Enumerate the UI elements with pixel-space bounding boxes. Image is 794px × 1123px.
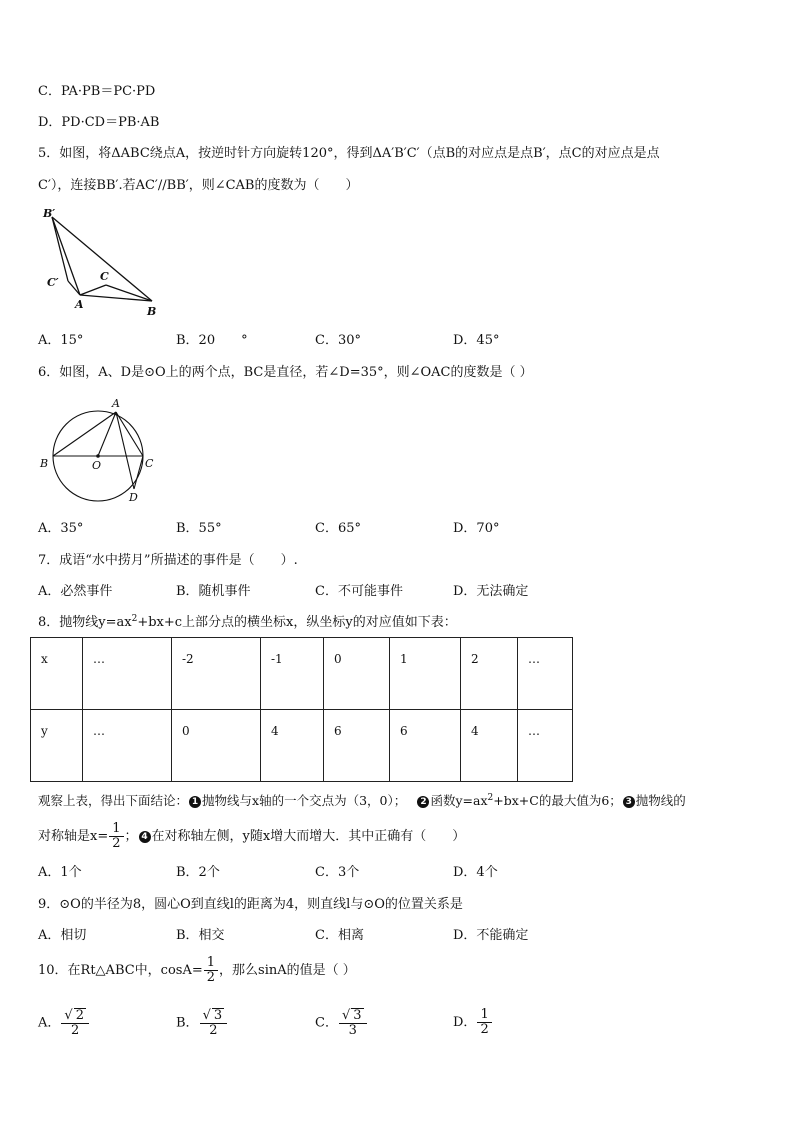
table-cell: 4 (461, 710, 518, 782)
option-label: B． (176, 1015, 199, 1031)
table-cell: y (31, 710, 83, 782)
q8-option-b: B．2个 (176, 865, 220, 880)
q6-label-c: C (145, 457, 154, 470)
table-cell: x (31, 638, 83, 710)
q5-triangle-figure (40, 205, 165, 320)
table-cell: 2 (461, 638, 518, 710)
fraction-numerator: √ 3 (200, 1008, 228, 1024)
q6-label-b: B (40, 457, 49, 470)
q8-claim-2-post: +bx+C的最大值为6； (493, 793, 622, 808)
q8-claim-2-exponent: 2 (487, 793, 494, 803)
q5-stem-line1: 5．如图，将ΔABC绕点A，按逆时针方向旋转120°，得到ΔA′B′C′（点B的对应点是点B′，点C的对应点是点 (38, 146, 660, 161)
q6-option-a: A．35° (38, 521, 84, 536)
q6-label-a: A (112, 397, 120, 410)
q8-axis-pre: 对称轴是x= (38, 829, 109, 844)
fraction-denominator: 2 (209, 1023, 218, 1038)
q9-option-a: A．相切 (38, 928, 87, 943)
q4-option-c: C．PA·PB＝PC·PD (38, 84, 156, 99)
q8-option-c: C．3个 (315, 865, 360, 880)
option-label: D． (453, 1015, 477, 1030)
q8-axis-sep: ； (124, 829, 138, 844)
q10-stem-post: ，那么sinA的值是（ ） (219, 963, 356, 978)
table-cell: -2 (172, 638, 261, 710)
option-label: A． (38, 1015, 61, 1031)
q8-claim-1: 抛物线与x轴的一个交点为（3，0）； (202, 793, 400, 808)
fraction-denominator: 2 (71, 1023, 80, 1038)
q5-option-c: C．30° (315, 333, 361, 348)
sqrt-fraction (339, 1008, 367, 1038)
table-cell: … (83, 710, 172, 782)
q5-label-a: A (75, 298, 84, 311)
sqrt-fraction (61, 1008, 89, 1038)
q6-option-d: D．70° (453, 521, 500, 536)
q6-circle-figure (36, 395, 166, 507)
q8-obs-intro: 观察上表，得出下面结论： (38, 793, 189, 808)
fraction-numerator: √ 2 (61, 1008, 89, 1024)
fraction-denominator: 2 (112, 836, 121, 851)
q7-option-d: D．无法确定 (453, 584, 529, 599)
q9-stem: 9．⊙O的半径为8，圆心O到直线l的距离为4，则直线l与⊙O的位置关系是 (38, 897, 463, 912)
table-cell: -1 (261, 638, 324, 710)
q4-option-d: D．PD·CD＝PB·AB (38, 115, 160, 130)
fraction-numerator: 1 (109, 822, 123, 837)
radicand: 2 (75, 1008, 84, 1023)
q8-stem-pre: 8．抛物线y=ax (38, 615, 132, 630)
q7-option-c: C．不可能事件 (315, 584, 403, 599)
q10-cos-fraction (204, 956, 218, 985)
q5-option-d: D．45° (453, 333, 500, 348)
q5-option-b: B．20 ° (176, 333, 248, 348)
q8-stem (38, 614, 457, 632)
q10-stem-pre: 10．在Rt△ABC中，cosA= (38, 963, 203, 978)
fraction-denominator: 3 (348, 1023, 357, 1038)
table-cell: … (83, 638, 172, 710)
fraction-numerator: 1 (204, 956, 218, 971)
q5-label-b-prime: B′ (43, 207, 56, 220)
fraction-numerator: √ 3 (339, 1008, 367, 1024)
q5-label-c: C (100, 270, 109, 283)
q9-option-d: D．不能确定 (453, 928, 529, 943)
q9-option-b: B．相交 (176, 928, 225, 943)
table-cell: 1 (390, 638, 461, 710)
option-label: C． (315, 1015, 338, 1031)
q8-stem-exponent: 2 (131, 614, 138, 624)
q7-option-b: B．随机事件 (176, 584, 251, 599)
sqrt-fraction (200, 1008, 228, 1038)
q6-option-b: B．55° (176, 521, 222, 536)
table-row (31, 638, 573, 710)
q7-option-a: A．必然事件 (38, 584, 113, 599)
fraction-denominator: 2 (480, 1022, 489, 1037)
q8-option-d: D．4个 (453, 865, 498, 880)
q10-stem (38, 956, 356, 985)
q6-label-d: D (129, 491, 138, 504)
q5-option-a: A．15° (38, 333, 84, 348)
q10-option-d (453, 1008, 493, 1037)
table-row (31, 710, 573, 782)
q8-claim-2-pre: 函数y=ax (430, 793, 488, 808)
table-cell: 4 (261, 710, 324, 782)
q8-claim-3-pre: 抛物线的 (635, 793, 686, 808)
table-cell: … (518, 710, 573, 782)
q8-stem-post: +bx+c上部分点的横坐标x，纵坐标y的对应值如下表： (137, 615, 457, 630)
q5-label-b: B (147, 305, 157, 318)
q9-option-c: C．相离 (315, 928, 364, 943)
fraction (477, 1008, 491, 1037)
q6-option-c: C．65° (315, 521, 361, 536)
radicand: 3 (353, 1008, 362, 1023)
q5-label-c-prime: C′ (47, 276, 59, 289)
fraction-numerator: 1 (477, 1008, 491, 1023)
q8-axis-fraction (109, 822, 123, 851)
q10-option-b (176, 1008, 228, 1038)
table-cell: … (518, 638, 573, 710)
circled-number-2: 2 (417, 796, 429, 808)
q7-stem: 7．成语“水中捞月”所描述的事件是（ ）. (38, 553, 298, 568)
circled-number-3: 3 (623, 796, 635, 808)
q6-label-o: O (92, 459, 102, 472)
q10-option-c (315, 1008, 368, 1038)
circled-number-4: 4 (139, 831, 151, 843)
q8-option-a: A．1个 (38, 865, 82, 880)
q8-value-table (30, 637, 573, 782)
table-cell: 0 (324, 638, 390, 710)
table-cell: 6 (324, 710, 390, 782)
q6-stem: 6．如图，A、D是⊙O上的两个点，BC是直径，若∠D=35°，则∠OAC的度数是（ ） (38, 365, 533, 380)
q10-option-a (38, 1008, 90, 1038)
table-cell: 0 (172, 710, 261, 782)
fraction-denominator: 2 (206, 970, 216, 985)
q8-observation (38, 792, 686, 810)
q8-claim-4: 在对称轴左侧，y随x增大而增大．其中正确有（ ） (151, 829, 466, 844)
q5-stem-line2: C′），连接BB′.若AC′//BB′，则∠CAB的度数为（ ） (38, 178, 359, 193)
table-cell: 6 (390, 710, 461, 782)
q8-axis-line (38, 822, 465, 851)
circled-number-1: 1 (189, 796, 201, 808)
radicand: 3 (213, 1008, 223, 1023)
